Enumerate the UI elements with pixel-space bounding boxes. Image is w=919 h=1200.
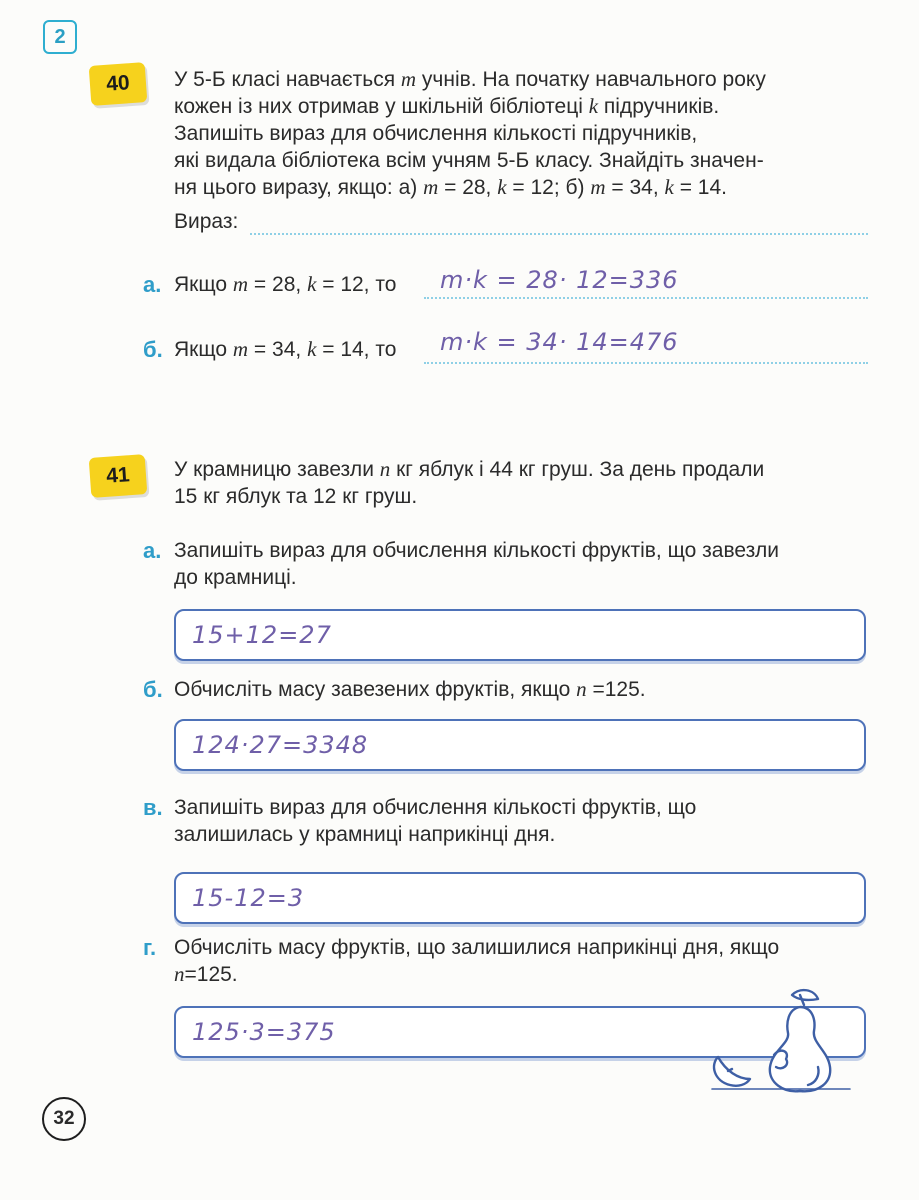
- task-41-v-letter: в.: [143, 795, 163, 820]
- task-40-badge: 40: [89, 62, 148, 106]
- task-41-v-text: [174, 794, 868, 848]
- task-41-b-answer-box[interactable]: [174, 719, 866, 771]
- task-40-line: ня цього виразу, якщо: а) m = 28, k = 12; б) m = 34, k = 14.: [174, 175, 727, 199]
- task-41-a-letter: а.: [143, 538, 162, 563]
- math-variable: k: [307, 272, 317, 296]
- pear-body: [770, 1007, 830, 1091]
- task-40-text: [174, 66, 868, 201]
- chapter-badge: 2: [43, 20, 77, 54]
- task-40-line: Запишіть вираз для обчислення кількості підручників,: [174, 122, 698, 145]
- task-40-b-text: Якщо m = 34, k = 14, то: [174, 337, 397, 361]
- pear-leaf: [792, 990, 818, 1000]
- task-41-g-answer: 125·3=375: [192, 1018, 336, 1046]
- math-variable: n: [174, 962, 185, 986]
- math-variable: k: [497, 175, 507, 199]
- math-variable: n: [379, 457, 391, 481]
- task-41-text: [174, 456, 868, 510]
- math-variable: k: [664, 175, 674, 199]
- math-variable: k: [307, 337, 317, 361]
- task-40-line: У 5-Б класі навчається m учнів. На початку навчального року: [174, 67, 766, 91]
- math-variable: m: [232, 272, 249, 296]
- task-41-g-letter: г.: [143, 935, 157, 960]
- task-40-a-letter: а.: [143, 272, 162, 297]
- task-41-a-line: до крамниці.: [174, 566, 297, 589]
- pear-slice: [714, 1057, 750, 1086]
- task-40-b-answer: m·k = 34· 14=476: [440, 328, 679, 356]
- task-41-g-line: n=125.: [174, 962, 238, 986]
- task-41-g-text: [174, 934, 868, 988]
- task-41-v-answer-box[interactable]: [174, 872, 866, 924]
- task-40-b-answer-line[interactable]: [424, 362, 868, 364]
- math-variable: m: [400, 67, 417, 91]
- task-41-v-answer: 15-12=3: [192, 884, 305, 912]
- task-41-line: 15 кг яблук та 12 кг груш.: [174, 485, 418, 508]
- task-41-a-answer: 15+12=27: [192, 621, 332, 649]
- task-40-a-answer-line[interactable]: [424, 297, 868, 299]
- task-40-line: кожен із них отримав у шкільній бібліотеці k підручників.: [174, 94, 720, 118]
- math-variable: m: [232, 337, 249, 361]
- task-41-b-letter: б.: [143, 677, 163, 702]
- task-41-v-line: залишилась у крамниці наприкінці дня.: [174, 823, 556, 846]
- task-41-a-answer-box[interactable]: [174, 609, 866, 661]
- math-variable: n: [576, 677, 587, 701]
- task-41-g-line: Обчисліть масу фруктів, що залишилися наприкінці дня, якщо: [174, 936, 780, 959]
- task-41-badge: 41: [89, 454, 148, 498]
- task-41-v-line: Запишіть вираз для обчислення кількості фруктів, що: [174, 796, 697, 819]
- task-41-line: У крамницю завезли n кг яблук і 44 кг груш. За день продали: [174, 457, 765, 481]
- task-41-a-line: Запишіть вираз для обчислення кількості фруктів, що завезли: [174, 539, 779, 562]
- task-41-b-line: Обчисліть масу завезених фруктів, якщо n =125.: [174, 677, 646, 701]
- task-40-line: які видала бібліотека всім учням 5-Б класу. Знайдіть значен-: [174, 149, 764, 172]
- task-40-b-letter: б.: [143, 337, 163, 362]
- math-variable: m: [590, 175, 606, 199]
- pear-illustration: [700, 985, 870, 1095]
- task-40-a-text: Якщо m = 28, k = 12, то: [174, 272, 397, 296]
- math-variable: k: [588, 94, 599, 118]
- task-41-a-text: [174, 537, 868, 591]
- task-41-b-answer: 124·27=3348: [192, 731, 369, 759]
- expression-answer-line[interactable]: [250, 233, 868, 235]
- page-number: 32: [42, 1097, 86, 1141]
- math-variable: m: [423, 175, 439, 199]
- task-41-b-text: [174, 676, 868, 703]
- task-40-a-answer: m·k = 28· 12=336: [440, 266, 679, 294]
- expression-label: Вираз:: [174, 210, 239, 233]
